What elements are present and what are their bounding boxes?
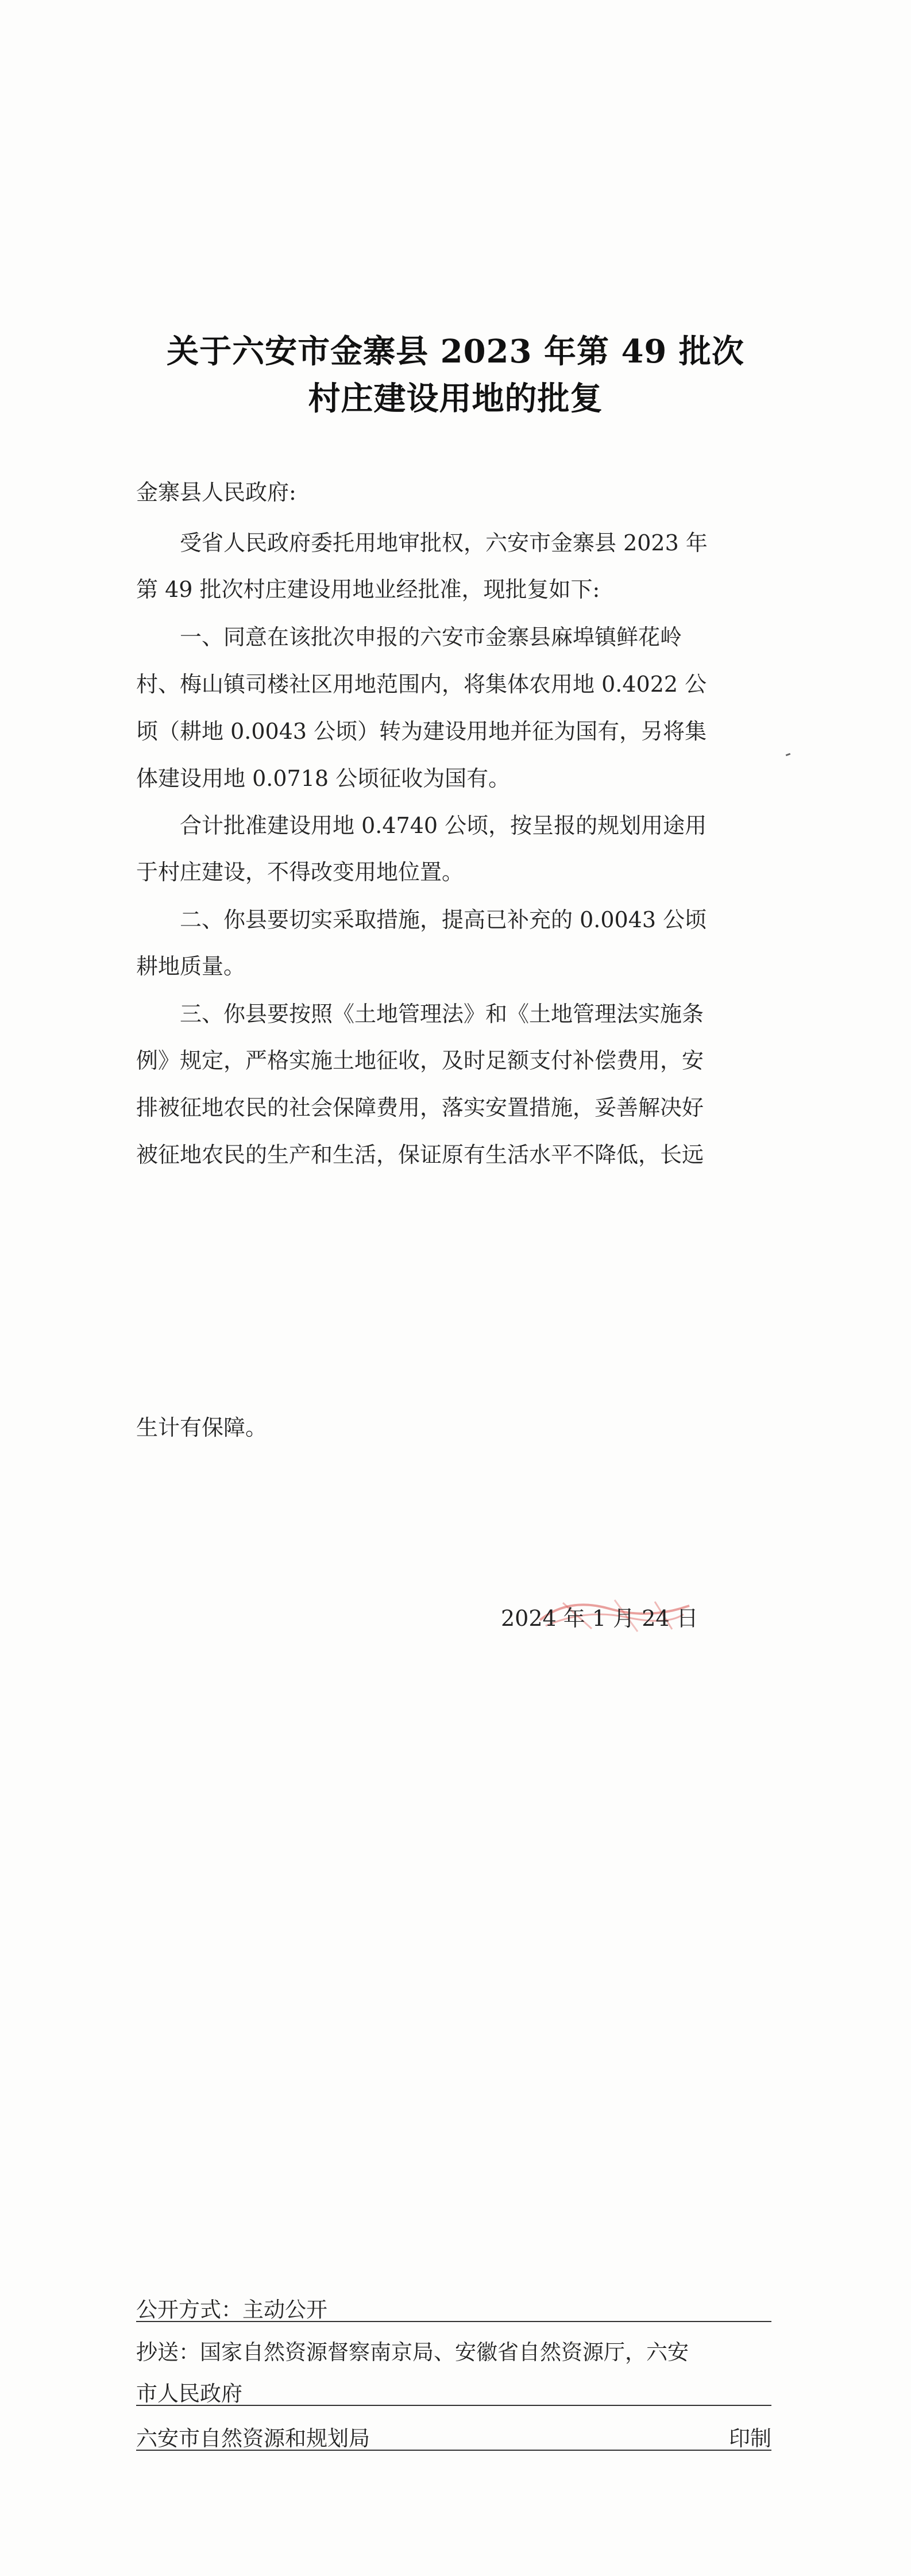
paragraph-line: 于村庄建设，不得改变用地位置。 bbox=[136, 859, 464, 885]
issue-date: 2024 年 1 月 24 日 bbox=[501, 1606, 698, 1631]
scan-speck bbox=[786, 753, 791, 757]
paragraph-line: 耕地质量。 bbox=[136, 954, 246, 979]
paragraph-line: 三、你县要按照《土地管理法》和《土地管理法实施条 bbox=[180, 1001, 704, 1027]
paragraph-line: 被征地农民的生产和生活，保证原有生活水平不降低，长远 bbox=[136, 1142, 704, 1167]
paragraph-line: 二、你县要切实采取措施，提高已补充的 0.0043 公顷 bbox=[180, 907, 707, 932]
paragraph-line: 一、同意在该批次申报的六安市金寨县麻埠镇鲜花岭 bbox=[180, 624, 682, 650]
issuer-name: 六安市自然资源和规划局 bbox=[136, 2426, 370, 2451]
document-title-line2: 村庄建设用地的批复 bbox=[308, 380, 603, 418]
cc-line: 市人民政府 bbox=[136, 2381, 242, 2406]
document-title-line1: 关于六安市金寨县 2023 年第 49 批次 bbox=[167, 333, 744, 371]
footer-rule bbox=[136, 2450, 771, 2451]
paragraph-line: 生计有保障。 bbox=[136, 1415, 268, 1440]
issuer-row bbox=[136, 2421, 771, 2452]
paragraph-line: 村、梅山镇司楼社区用地范围内，将集体农用地 0.4022 公 bbox=[136, 672, 707, 697]
document-footer bbox=[136, 2292, 771, 2545]
cc-line: 抄送：国家自然资源督察南京局、安徽省自然资源厅，六安 bbox=[136, 2340, 689, 2365]
document-body bbox=[136, 0, 775, 1494]
paragraph-line: 受省人民政府委托用地审批权，六安市金寨县 2023 年 bbox=[180, 530, 708, 556]
paragraph-line: 顷（耕地 0.0043 公顷）转为建设用地并征为国有，另将集 bbox=[136, 719, 707, 744]
paragraph-line: 合计批准建设用地 0.4740 公顷，按呈报的规划用途用 bbox=[180, 813, 707, 838]
footer-rule bbox=[136, 2405, 771, 2406]
printed-label: 印制 bbox=[729, 2426, 771, 2451]
paragraph-line: 体建设用地 0.0718 公顷征收为国有。 bbox=[136, 766, 511, 791]
paragraph-line: 例》规定，严格实施土地征收，及时足额支付补偿费用，安 bbox=[136, 1048, 704, 1073]
footer-rule bbox=[136, 2321, 771, 2322]
paragraph-line: 排被征地农民的社会保障费用，落实安置措施，妥善解决好 bbox=[136, 1095, 704, 1120]
disclosure-method: 公开方式：主动公开 bbox=[136, 2297, 327, 2322]
paragraph-line: 第 49 批次村庄建设用地业经批准，现批复如下: bbox=[136, 577, 600, 602]
addressee: 金寨县人民政府: bbox=[136, 480, 296, 505]
